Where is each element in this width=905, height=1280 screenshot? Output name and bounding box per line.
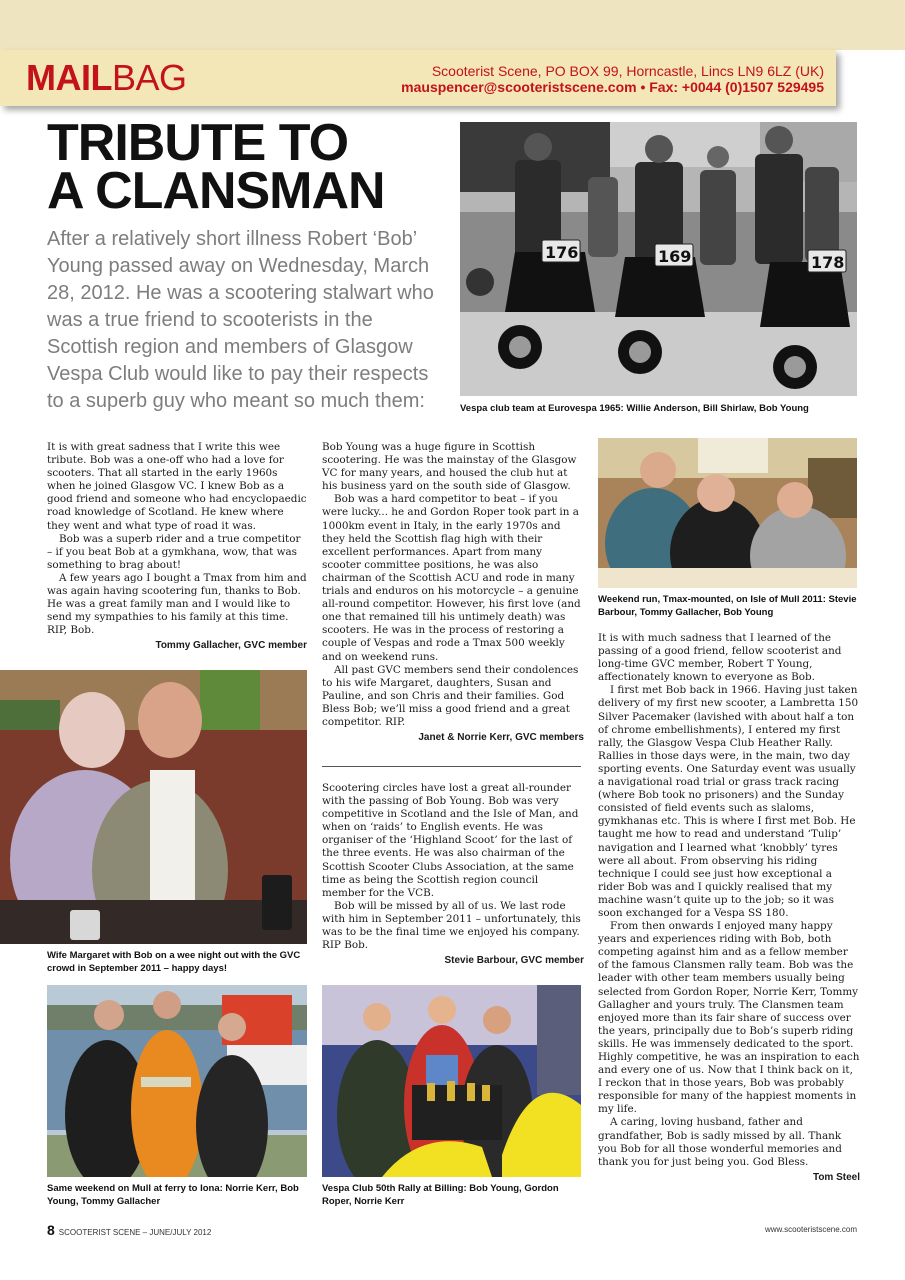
website-url[interactable]: www.scooteristscene.com [764,1225,857,1234]
caption-eurovespa: Vespa club team at Eurovespa 1965: Willie Anderson, Bill Shirlaw, Bob Young [460,403,809,414]
postal-address: Scooterist Scene, PO BOX 99, Horncastle, Lincs LN9 6LZ (UK) [431,63,824,79]
section-title [26,56,187,100]
letter-divider [322,766,581,767]
letter-paragraph: All past GVC members send their condolences to his wife Margaret, daughters, Susan and Pauline, and son Chris and their families. God Bless Bob; we’ll miss a good friend and a great competitor. RIP. [322,663,579,728]
caption-billing: Vespa Club 50th Rally at Billing: Bob Young, Gordon Roper, Norrie Kerr [322,1183,559,1207]
letter-paragraph: A few years ago I bought a Tmax from him and was again having scootering fun, thanks to Bob. He was a great family man and I would like to send my sympathies to his family at this time. RIP, Bob. [47,571,307,637]
photo-margaret-and-bob-image [0,670,307,944]
photo-isle-of-mull [598,438,857,588]
letter-signature: Tommy Gallacher, GVC member [155,640,307,652]
race-number-178: 178 [811,253,845,272]
race-number-169: 169 [658,247,692,266]
letter-paragraph: It is with much sadness that I learned of the passing of a good friend, fellow scooterist and long-time GVC member, Robert T Young, affectionately known to everyone as Bob. [598,632,842,684]
letter-paragraph: Bob Young was a huge figure in Scottish scootering. He was the mainstay of the Glasgow VC for many years, and housed the club hut at his business yard on the south side of Glasgow. [322,441,577,493]
contact-address [401,63,824,95]
page-number: 8 [47,1222,55,1238]
letter-paragraph: Bob was a hard competitor to beat – if you were lucky... he and Gordon Roper took part in a 1000km event in Italy, in the early 1970s and they held the Scottish flag high with their excellent performances. Apart from many scooter committee positions, he was also chairman of the Scottish ACU and rode in many trials and enduros on his motorcycle – a genuine all-round competitor. However, his first love (and one that remained till his untimely death) was scooters. He was in the process of restoring a couple of Vespas and rode a Tmax 500 weekly and on weekend runs. [322,493,581,663]
mailbag-header [0,50,836,106]
title-line-1: TRIBUTE TO [47,114,349,172]
letter-paragraph: Bob was a superb rider and a true competitor – if you beat Bob at a gymkhana, wow, that was something to brag about! [47,532,301,571]
photo-ferry-to-iona-image [47,985,307,1177]
caption-mull: Weekend run, Tmax-mounted, on Isle of Mull 2011: Stevie Barbour, Tommy Gallacher, Bob Young [598,594,857,618]
photo-ferry-to-iona [47,985,307,1177]
letter-signature: Janet & Norrie Kerr, GVC members [418,732,584,744]
photo-isle-of-mull-image [598,438,857,588]
letter-paragraph: I first met Bob back in 1966. Having just taken delivery of my first new scooter, a Lambretta 150 Silver Pacemaker (lavished with about half a ton of chrome embellishments), I entered my first rally, the Glasgow Vespa Club Heather Rally. Rallies in those days were, in the main, two day sporting events. One Saturday event was usually a navigational road trial or grass track racing (where Bob took no prisoners) and the Sunday consisted of field events such as slaloms, gymkhanas etc. This is where I first met Bob. He taught me how to read and understand ‘Tulip’ navigation and I learned what ‘knobbly’ tyres were all about. From observing his riding technique I could see just how exceptional a rider Bob was and I quickly realised that my machine wasn’t quite up to the job; so it was soon exchanged for a Vespa SS 180. [598,684,859,919]
email-fax[interactable]: mauspencer@scooteristscene.com • Fax: +0044 (0)1507 529495 [401,79,824,95]
section-title-bold: MAIL [26,57,112,98]
letter-kerr [322,441,584,745]
section-title-light: BAG [111,57,187,98]
letter-stevie-barbour [322,782,584,968]
letter-signature: Stevie Barbour, GVC member [444,955,584,967]
photo-eurovespa-1965 [460,122,857,396]
race-number-176: 176 [545,243,579,262]
publication-issue: SCOOTERIST SCENE – JUNE/JULY 2012 [58,1228,212,1237]
letter-tommy-gallacher [47,441,307,653]
title-line-2: A CLANSMAN [47,162,385,220]
letter-paragraph: It is with great sadness that I write this wee tribute. Bob was a one-off who had a love for scooters. That all started in the early 1960s when he joined Glasgow VC. I knew Bob as a good friend and someone who had encyclopaedic road knowledge of Scotland. He knew where they went and what type of road it was. [47,441,307,532]
article-title [47,114,385,220]
letter-paragraph: Scootering circles have lost a great all-rounder with the passing of Bob Young. Bob was very competitive in Scotland and the Isle of Man, and when on ‘raids’ to English events. He was organiser of the ‘Highland Scoot’ for the last of the three events. He was also chairman of the Scottish Scooter Clubs Association, at the same time as being the Scottish region council member for the VCB. [322,782,579,899]
top-band [0,0,905,50]
letter-signature: Tom Steel [812,1171,860,1183]
letter-tom-steel [598,632,860,1185]
photo-billing-rally-image [322,985,581,1177]
caption-ferry: Same weekend on Mull at ferry to Iona: Norrie Kerr, Bob Young, Tommy Gallacher [47,1183,299,1207]
letter-paragraph: A caring, loving husband, father and grandfather, Bob is sadly missed by all. Thank you Bob for all those wonderful memories and thank you for just being you. God Bless. [598,1116,842,1168]
letter-paragraph: Bob will be missed by all of us. We last rode with him in September 2011 – unfortunately, this was to be the final time we enjoyed his company. RIP Bob. [322,899,581,952]
page-footer [47,1222,211,1238]
photo-billing-rally [322,985,581,1177]
caption-margaret: Wife Margaret with Bob on a wee night out with the GVC crowd in September 2011 – happy days! [47,950,301,974]
letter-paragraph: From then onwards I enjoyed many happy years and experiences riding with Bob, both competing against him and as a fellow member of the famous Clansmen rally team. Bob was the leader with other team members usually being selected from Gordon Roper, Norrie Kerr, Tommy Gallagher and yours truly. The Clansmen team enjoyed more than its fair share of success over the years, principally due to Bob’s superb riding skills. He was immensely dedicated to the sport. Highly competitive, he was an inspiration to each and every one of us. Now that I think back on it, I reckon that in those years, Bob was probably responsible for many of the happiest moments in my life. [598,920,860,1116]
photo-eurovespa-1965-image [460,122,857,396]
article-standfirst: After a relatively short illness Robert ‘Bob’ Young passed away on Wednesday, March 28, 2012. He was a scootering stalwart who was a true friend to scooterists in the Scottish region and members of Glasgow Vespa Club would like to pay their respects to a superb guy who meant so much them: [47,228,434,412]
photo-margaret-and-bob [0,670,307,944]
